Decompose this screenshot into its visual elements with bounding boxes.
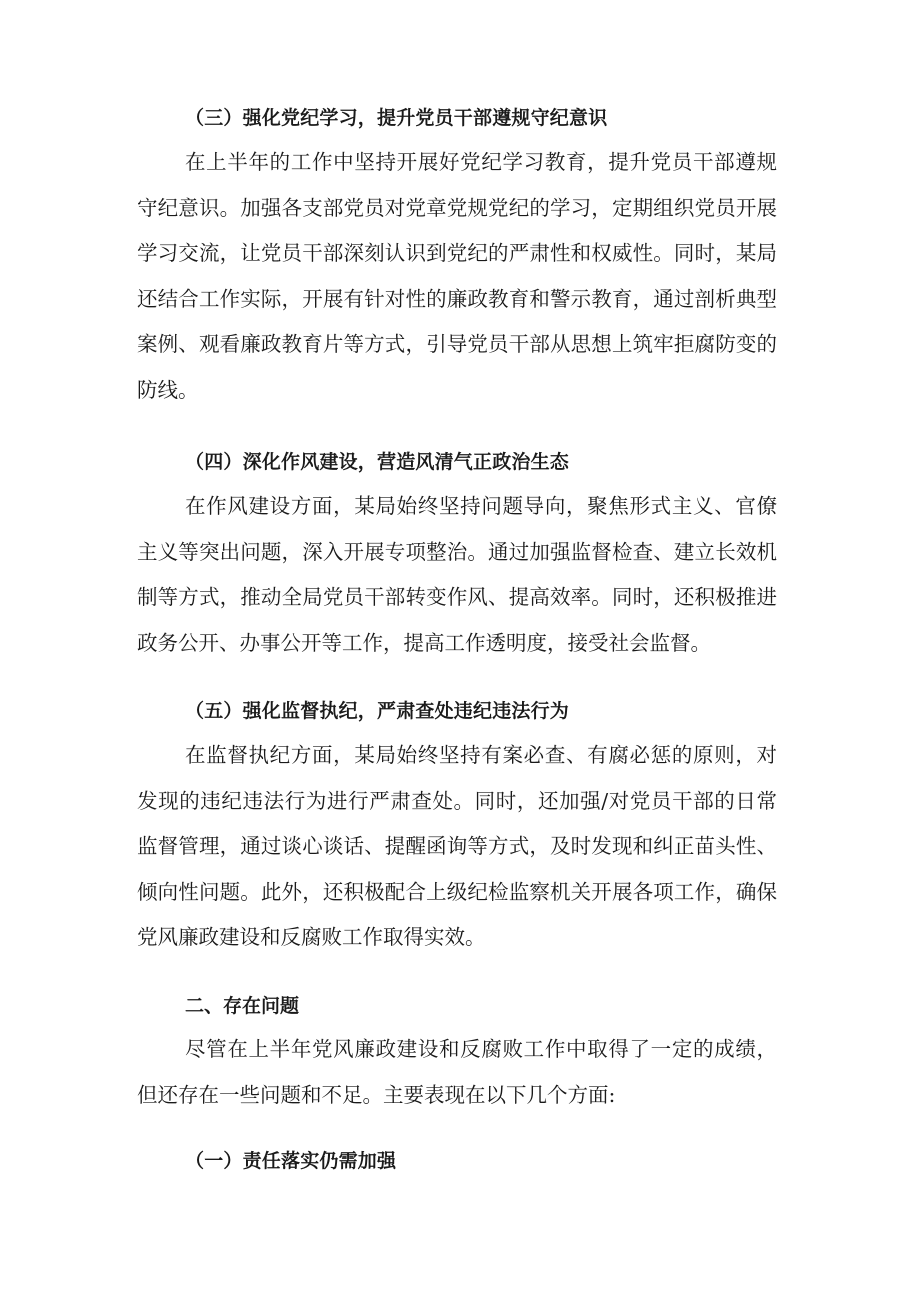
section-title-problems: 二、存在问题	[185, 995, 300, 1017]
paragraph-problems-intro: 尽管在上半年党风廉政建设和反腐败工作中取得了一定的成绩，但还存在一些问题和不足。主要表现在以下几个方面:	[137, 1037, 777, 1107]
heading-4: （四）深化作风建设，营造风清气正政治生态	[185, 451, 570, 473]
heading-3: （三）强化党纪学习，提升党员干部遵规守纪意识	[185, 107, 608, 129]
heading-5: （五）强化监督执纪，严肃查处违纪违法行为	[185, 700, 570, 722]
heading-1b: （一）责任落实仍需加强	[185, 1150, 397, 1172]
paragraph-work-style: 在作风建设方面，某局始终坚持问题导向，聚焦形式主义、官僚主义等突出问题，深入开展专项整治。通过加强监督检查、建立长效机制等方式，推动全局党员干部转变作风、提高效率。同时，还积极推进政务公开、办事公开等工作，提高工作透明度，接受社会监督。	[137, 494, 777, 655]
paragraph-party-discipline: 在上半年的工作中坚持开展好党纪学习教育，提升党员干部遵规守纪意识。加强各支部党员对党章党规党纪的学习，定期组织党员开展学习交流，让党员干部深刻认识到党纪的严肃性和权威性。同时，某局还结合工作实际，开展有针对性的廉政教育和警示教育，通过剖析典型案例、观看廉政教育片等方式，引导党员干部从思想上筑牢拒腐防变的防线。	[137, 150, 777, 402]
paragraph-supervision: 在监督执纪方面，某局始终坚持有案必查、有腐必惩的原则，对发现的违纪违法行为进行严肃查处。同时，还加强/对党员干部的日常监督管理，通过谈心谈话、提醒函询等方式，及时发现和纠正苗头性、倾向性问题。此外，还积极配合上级纪检监察机关开展各项工作，确保党风廉政建设和反腐败工作取得实效。	[137, 743, 777, 949]
